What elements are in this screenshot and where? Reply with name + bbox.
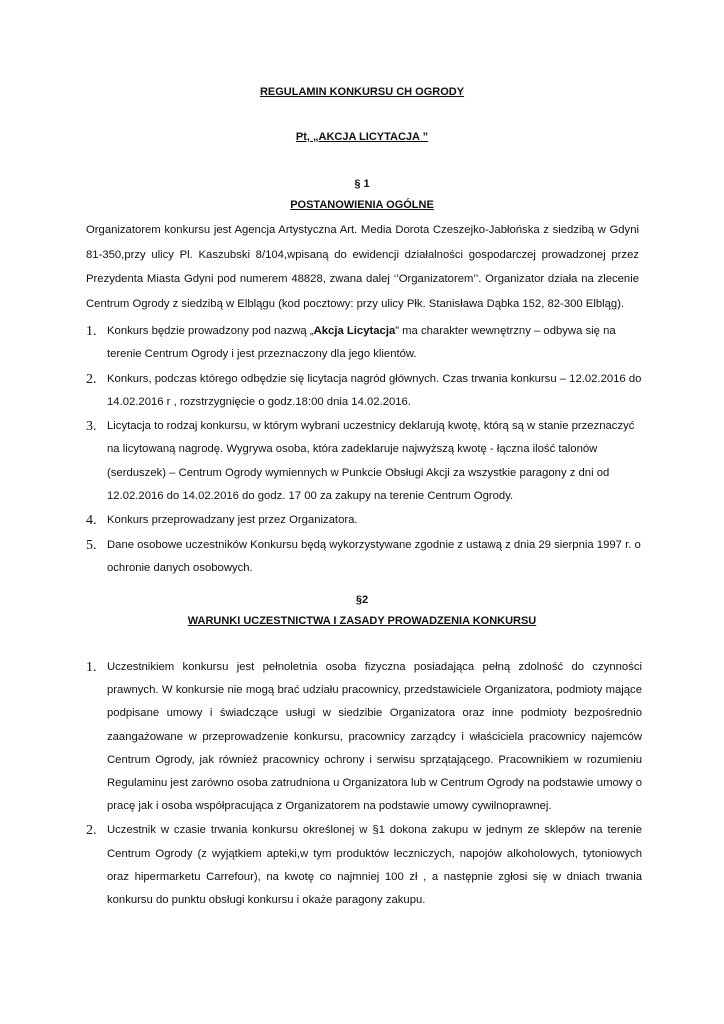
list-number: 2. bbox=[86, 371, 97, 387]
section-1-intro: Organizatorem konkursu jest Agencja Artystyczna Art. Media Dorota Czeszejko-Jabłońska z siedzibą w Gdyni 81-350,przy ulicy Pl. Kaszubski 8/104,wpisaną do ewidencji działalności gospodarczej prowadzonej przez Prezydenta Miasta Gdyni pod numerem 48828, zwana dalej ‘’Organizatorem’’. Organizator działa na zlecenie Centrum Ogrody z siedzibą w Elblągu (kod pocztowy: przy ulicy Płk. Stanisława Dąbka 152, 82-300 Elbląg). bbox=[86, 224, 639, 310]
list-item bbox=[86, 320, 642, 367]
list-text: Uczestnik w czasie trwania konkursu określonej w §1 dokona zakupu w jednym ze sklepów na terenie Centrum Ogrody (z wyjątkiem apteki,w tym produktów leczniczych, napojów alkoholowych, tytoniowych oraz hipermarketu Carrefour), na kwotę co najmniej 100 zł , a następnie zgłosi się w dniach trwania konkursu do punktu obsługi konkursu i okaże paragony zakupu. bbox=[107, 824, 642, 907]
list-text: Konkurs przeprowadzany jest przez Organizatora. bbox=[107, 514, 358, 527]
document-title: REGULAMIN KONKURSU CH OGRODY bbox=[259, 86, 465, 98]
list-text: Licytacja to rodzaj konkursu, w którym wybrani uczestnicy deklarują kwotę, którą są w stanie przeznaczyć na licytowaną nagrodę. Wygrywa osoba, która zadeklaruje najwyższą kwotę - łączna ilość talonów (serduszek) – Centrum Ogrody wymiennych w Punkcie Obsługi Akcji za wszystkie paragony z dni od 12.02.2016 do 14.02.2016 do godz. 17 00 za zakupy na terenie Centrum Ogrody. bbox=[107, 420, 635, 503]
contest-name: Akcja Licytacja bbox=[313, 325, 396, 337]
section-2-list bbox=[86, 656, 642, 912]
section-2-number: §2 bbox=[355, 594, 369, 606]
list-number: 1. bbox=[86, 324, 97, 339]
list-item bbox=[86, 819, 642, 912]
section-1-list bbox=[86, 320, 642, 580]
list-item bbox=[86, 368, 642, 415]
list-number: 5. bbox=[86, 537, 97, 553]
section-1-number: § 1 bbox=[354, 178, 370, 190]
list-number: 4. bbox=[86, 513, 97, 529]
section-1-heading: POSTANOWIENIA OGÓLNE bbox=[290, 199, 434, 211]
list-text: Konkurs będzie prowadzony pod nazwą „Akcja Licytacja” ma charakter wewnętrzny – odbywa się na terenie Centrum Ogrody i jest przeznaczony dla jego klientów. bbox=[107, 325, 616, 361]
list-text: Uczestnikiem konkursu jest pełnoletnia osoba fizyczna posiadająca pełną zdolność do czynności prawnych. W konkursie nie mogą brać udziału pracownicy, przedstawiciele Organizatora, podmioty mające podpisane umowy i świadczące usługi w siedzibie Organizatora oraz inne podmioty bezpośrednio zaangażowane w przeprowadzenie konkursu, pracownicy zarządcy i właściciela pracownicy najemców Centrum Ogrody, jak również pracownicy ochrony i serwisu sprzątającego. Pracownikiem w rozumieniu Regulaminu jest zarówno osoba zatrudniona u Organizatora lub w Centrum Ogrody na podstawie umowy o pracę jak i osoba współpracująca z Organizatorem na podstawie umowy cywilnoprawnej. bbox=[107, 661, 643, 813]
list-item bbox=[86, 415, 642, 508]
document-subtitle: Pt, „AKCJA LICYTACJA ” bbox=[295, 131, 429, 143]
list-text: Konkurs, podczas którego odbędzie się licytacja nagród głównych. Czas trwania konkursu – 12.02.2016 do 14.02.2016 r , rozstrzygnięcie o godz.18:00 dnia 14.02.2016. bbox=[107, 372, 642, 408]
list-number: 3. bbox=[86, 419, 97, 435]
list-item bbox=[86, 534, 642, 581]
section-2-heading: WARUNKI UCZESTNICTWA I ZASADY PROWADZENIA KONKURSU bbox=[187, 615, 537, 627]
list-text: Dane osobowe uczestników Konkursu będą wykorzystywane zgodnie z ustawą z dnia 29 sierpnia 1997 r. o ochronie danych osobowych. bbox=[107, 538, 641, 574]
list-number: 2. bbox=[86, 823, 97, 839]
list-number: 1. bbox=[86, 660, 97, 675]
list-item bbox=[86, 656, 642, 818]
list-item bbox=[86, 509, 642, 532]
